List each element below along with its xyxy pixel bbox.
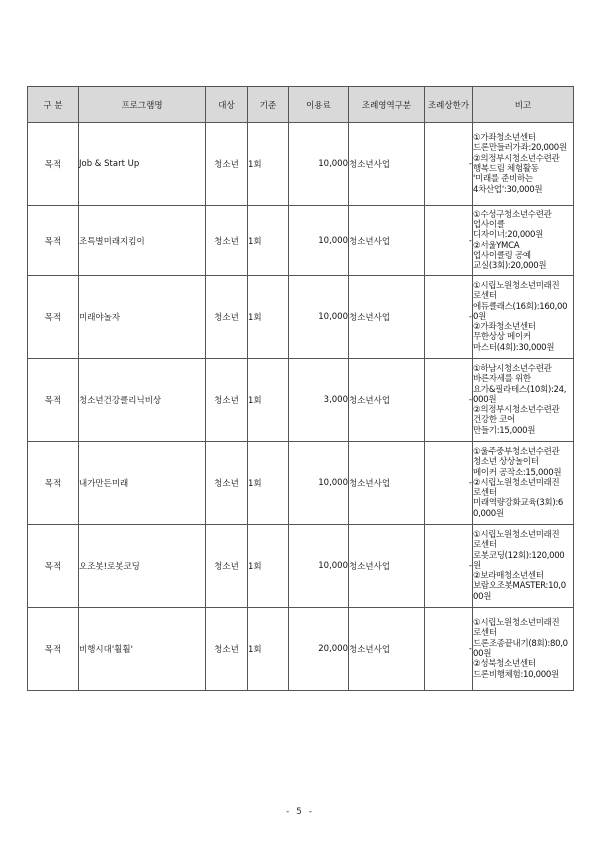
note-line: 교실(3회):20,000원	[473, 261, 547, 272]
cell-cap: -	[425, 206, 473, 276]
cell-area: 청소년사업	[349, 608, 425, 691]
cell-basis: 1회	[248, 276, 289, 359]
cell-fee: 10,000	[289, 123, 349, 206]
note-line: 에듀클래스(16회):160,00	[473, 301, 568, 312]
note-line: 로센터	[473, 628, 497, 639]
cell-category: 목적	[28, 525, 79, 608]
cell-area: 청소년사업	[349, 123, 425, 206]
table-row	[28, 206, 574, 276]
note-line: ①울주중부청소년수련관	[473, 446, 560, 457]
header-area: 조례영역구분	[349, 87, 425, 123]
note-line: ①수성구청소년수련관	[473, 209, 552, 220]
header-fee: 이용료	[289, 87, 349, 123]
cell-basis: 1회	[248, 608, 289, 691]
cell-program: 내가만든미래	[79, 442, 206, 525]
note-line: ①시립노원청소년미래진	[473, 280, 560, 291]
cell-area: 청소년사업	[349, 442, 425, 525]
header-category: 구 분	[28, 87, 79, 123]
table-row	[28, 276, 574, 359]
cell-target: 청소년	[206, 608, 248, 691]
note-line: 미래역량강화교육(3회):6	[473, 498, 564, 509]
cell-basis: 1회	[248, 442, 289, 525]
cell-cap: -	[425, 359, 473, 442]
cell-program: 비행시대'훨훨'	[79, 608, 206, 691]
header-cap: 조례상한가	[425, 87, 473, 123]
cell-fee: 10,000	[289, 525, 349, 608]
cell-cap: -	[425, 123, 473, 206]
note-line: 청소년 상상놀이터	[473, 457, 539, 468]
note-line: 바른자세를 위한	[473, 374, 531, 385]
note-line: 만들기:15,000원	[473, 425, 536, 436]
cell-area: 청소년사업	[349, 525, 425, 608]
header-notes: 비고	[473, 87, 574, 123]
note-line: 메이커 공작소:15,000원	[473, 467, 562, 478]
cell-notes	[473, 123, 574, 206]
cell-category: 목적	[28, 123, 79, 206]
note-line: ②의정부시청소년수련관	[473, 153, 560, 164]
note-line: 업사이클링 공예	[473, 250, 531, 261]
note-line: ①하남시청소년수련관	[473, 363, 552, 374]
cell-fee: 10,000	[289, 206, 349, 276]
header-basis: 기준	[248, 87, 289, 123]
cell-category: 목적	[28, 359, 79, 442]
cell-fee: 10,000	[289, 276, 349, 359]
note-line: 로센터	[473, 291, 497, 302]
program-fee-table	[27, 86, 574, 691]
note-line: ①시립노원청소년미래진	[473, 529, 560, 540]
cell-target: 청소년	[206, 359, 248, 442]
cell-target: 청소년	[206, 206, 248, 276]
note-line: 행복드림 체험활동	[473, 164, 539, 174]
cell-basis: 1회	[248, 123, 289, 206]
cell-fee: 10,000	[289, 442, 349, 525]
note-line: 4차산업':30,000원	[473, 184, 543, 195]
note-line: 무한상상 메이커	[473, 332, 531, 343]
note-line: ②의정부시청소년수련관	[473, 405, 560, 416]
header-target: 대상	[206, 87, 248, 123]
note-line: 요가&필라테스(10회):24,	[473, 384, 567, 395]
cell-program: 오조봇!로봇코딩	[79, 525, 206, 608]
note-line: 드론비행체험:10,000원	[473, 669, 559, 680]
cell-category: 목적	[28, 608, 79, 691]
cell-target: 청소년	[206, 525, 248, 608]
cell-basis: 1회	[248, 359, 289, 442]
note-line: 드론만들러가좌:20,000원	[473, 143, 567, 154]
note-line: 00원	[473, 591, 492, 602]
cell-program: 미래야놀자	[79, 276, 206, 359]
cell-program: 조특별미래지킴이	[79, 206, 206, 276]
page-number: - 5 -	[286, 807, 314, 817]
note-line: 000원	[473, 394, 497, 405]
cell-notes	[473, 206, 574, 276]
cell-target: 청소년	[206, 123, 248, 206]
note-line: 0,000원	[473, 508, 504, 519]
table-row	[28, 525, 574, 608]
note-line: 0원	[473, 311, 487, 322]
note-line: 로봇코딩(12회):120,000	[473, 550, 565, 561]
cell-category: 목적	[28, 206, 79, 276]
cell-area: 청소년사업	[349, 359, 425, 442]
note-line: ①시립노원청소년미래진	[473, 618, 560, 629]
note-line: ②보라매청소년센터	[473, 571, 544, 582]
note-line: 드론조종끝내기(8회):80,0	[473, 638, 568, 649]
cell-area: 청소년사업	[349, 206, 425, 276]
cell-category: 목적	[28, 276, 79, 359]
note-line: ②시립노원청소년미래진	[473, 477, 560, 488]
cell-notes	[473, 276, 574, 359]
table-row	[28, 442, 574, 525]
cell-fee: 3,000	[289, 359, 349, 442]
cell-cap: -	[425, 525, 473, 608]
cell-cap: -	[425, 276, 473, 359]
cell-notes	[473, 359, 574, 442]
cell-category: 목적	[28, 442, 79, 525]
cell-program: Job & Start Up	[79, 123, 206, 206]
note-line: 보람오조봇MASTER:10,0	[473, 581, 566, 592]
cell-program: 청소년건강클리닉비상	[79, 359, 206, 442]
cell-fee: 20,000	[289, 608, 349, 691]
note-line: 건강한 코어	[473, 415, 515, 426]
cell-target: 청소년	[206, 276, 248, 359]
note-line: ①가좌청소년센터	[473, 133, 536, 144]
table-row	[28, 608, 574, 691]
table-row	[28, 359, 574, 442]
cell-basis: 1회	[248, 206, 289, 276]
cell-target: 청소년	[206, 442, 248, 525]
cell-cap: -	[425, 442, 473, 525]
cell-notes	[473, 525, 574, 608]
header-program: 프로그램명	[79, 87, 206, 123]
note-line: 00원	[473, 649, 492, 659]
note-line: '미래를 준비하는	[473, 174, 533, 185]
note-line: ②성북청소년센터	[473, 659, 536, 670]
table-header-row	[28, 87, 574, 123]
note-line: ②가좌청소년센터	[473, 322, 536, 333]
note-line: 마스터(4회):30,000원	[473, 342, 555, 353]
note-line: ②서울YMCA	[473, 240, 520, 251]
note-line: 디자이너:20,000원	[473, 230, 544, 241]
note-line: 로센터	[473, 488, 497, 499]
cell-notes	[473, 442, 574, 525]
cell-area: 청소년사업	[349, 276, 425, 359]
note-line: 원	[473, 560, 481, 571]
table-row	[28, 123, 574, 206]
cell-basis: 1회	[248, 525, 289, 608]
note-line: 업사이클	[473, 219, 505, 230]
cell-notes	[473, 608, 574, 691]
cell-cap: -	[425, 608, 473, 691]
note-line: 로센터	[473, 540, 497, 551]
